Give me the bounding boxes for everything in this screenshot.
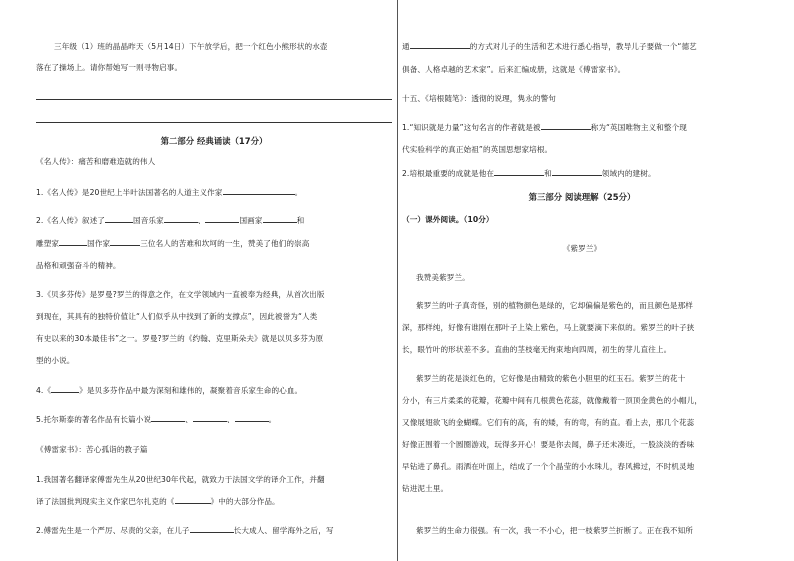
q2-text-c: 、 — [197, 216, 206, 225]
para-2-line-6: 钻进泥土里。 — [402, 484, 449, 493]
para-2-line-5: 早钻进了鼻孔。雨洒在叶面上，结成了一个个晶莹的小水珠儿，春风拂过，不时机灵地 — [402, 462, 695, 471]
blank-4[interactable] — [51, 383, 79, 393]
b1-text-a: 1.“知识就是力量”这句名言的作者就是被 — [402, 123, 541, 132]
b2-text-c: 领域内的建树。 — [601, 169, 656, 178]
blank-2a[interactable] — [105, 213, 133, 223]
intro-line-2: 落在了操场上。请你帮她写一则寻物启事。 — [36, 63, 183, 72]
part2-title: 第二部分 经典诵读（17分） — [160, 136, 268, 146]
question-2-line-2 — [36, 234, 392, 254]
q4-text-b: 》是贝多芬作品中最为深刻和雄伟的，凝聚着音乐家生命的心血。 — [79, 386, 303, 395]
question-2-line-3: 品格和顽强奋斗的精神。 — [36, 261, 121, 270]
question-3-line-4: 型的小说。 — [36, 356, 75, 365]
blank-f2[interactable] — [190, 523, 234, 533]
blank-b1[interactable] — [541, 120, 591, 130]
fu-question-1-line-1: 1.我国著名翻译家傅雷先生从20世纪30年代起，就致力于法国文学的译介工作，并翻 — [36, 475, 325, 484]
question-1 — [36, 183, 392, 203]
q2-text-a: 2.《名人传》叙述了 — [36, 216, 105, 225]
fu-continue-line-1 — [402, 37, 762, 57]
blank-r1[interactable] — [410, 39, 470, 49]
blank-5c[interactable] — [235, 412, 269, 422]
column-divider — [397, 0, 398, 561]
para-1-line-1: 紫罗兰的叶子真奇怪，别的植物颜色是绿的，它却偏偏是紫色的，而且颜色是那样 — [416, 301, 693, 310]
blank-2d[interactable] — [263, 213, 297, 223]
q5-end: 。 — [268, 415, 277, 424]
q2-text-f: 雕塑家 — [36, 239, 60, 248]
fulei-title: 《傅雷家书》：苦心孤诣的教子篇 — [36, 445, 148, 454]
question-2-line-1 — [36, 211, 392, 231]
q5-text-a: 5.托尔斯泰的著名作品有长篇小说 — [36, 415, 152, 424]
fu-continue-line-2: 俱备、人格卓越的艺术家”。后来汇编成册，这就是《傅雷家书》。 — [402, 65, 626, 74]
fu-question-2 — [36, 521, 392, 541]
r1-text-b: 的方式对儿子的生活和艺术进行悉心指导，教导儿子要做一个“德艺 — [469, 42, 697, 51]
question-1-end: 。 — [294, 188, 303, 197]
question-1-text: 1.《名人传》是20世纪上半叶法国著名的人道主义作家 — [36, 188, 223, 197]
question-3-line-1: 3.《贝多芬传》是罗曼?罗兰的得意之作，在文学领域内一直被奉为经典，从首次出版 — [36, 290, 325, 299]
q2-text-e: 和 — [296, 216, 305, 225]
q2-text-h: 三位名人的苦难和坎坷的一生，赞美了他们的崇高 — [140, 239, 310, 248]
section-fifteen: 十五、《培根随笔》：透彻的说理，隽永的警句 — [402, 94, 556, 103]
q5-text-c: 、 — [226, 415, 235, 424]
para-1-line-3: 长，眼竹叶的形状差不多。直曲的茎枝毫无拘束地向四周，初生的芽儿直往上。 — [402, 345, 672, 354]
poem-title: 《紫罗兰》 — [562, 244, 602, 253]
b2-text-b: 和 — [544, 169, 552, 178]
f2-text-a: 2.傅雷先生是一个严厉、尽责的父亲，在儿子 — [36, 526, 190, 535]
q2-text-b: 国音乐家 — [133, 216, 164, 225]
blank-f1[interactable] — [175, 494, 211, 504]
blank-5a[interactable] — [151, 412, 185, 422]
answer-line-2[interactable] — [36, 122, 392, 123]
mingren-title: 《名人传》：痛苦和磨难造就的伟人 — [36, 157, 156, 166]
fu-question-1-line-2 — [36, 492, 392, 512]
blank-5b[interactable] — [193, 412, 227, 422]
para-3-line-1: 紫罗兰的生命力很强。有一次，我一不小心，把一枝紫罗兰折断了。正在我不知所 — [416, 526, 693, 535]
q2-text-d: 国画家 — [239, 216, 263, 225]
para-2-line-4: 好像正围着一个圆圈游戏，玩得多开心！要是你去闻，鼻子还未凑近，一股淡淡的香味 — [402, 440, 695, 449]
blank-b2a[interactable] — [494, 166, 544, 176]
part3-title: 第三部分 阅读理解（25分） — [528, 192, 636, 202]
b1-text-b: 称为“英国唯物主义和整个现 — [590, 123, 687, 132]
bacon-question-2 — [402, 164, 762, 184]
f1-text-b: 》中的大部分作品。 — [210, 497, 280, 506]
blank-2b[interactable] — [164, 213, 198, 223]
b2-text-a: 2.培根最重要的成就是他在 — [402, 169, 495, 178]
para-0: 我赞美紫罗兰。 — [416, 273, 470, 282]
section-one-title: （一）课外阅读。（10分） — [402, 215, 494, 224]
bacon-question-1-line-1 — [402, 118, 762, 138]
q5-text-b: 、 — [185, 415, 193, 424]
para-2-line-2: 分小，有三片柔柔的花瓣，花瓣中间有几根黄色花蕊，就像戴着一顶顶金黄色的小帽儿， — [402, 396, 703, 405]
para-2-line-1: 紫罗兰的花是淡红色的，它好像是由精致的紫色小胆里的红玉石。紫罗兰的花十 — [416, 374, 686, 383]
blank-2e[interactable] — [59, 236, 87, 246]
question-3-line-3: 有史以来的30本最佳书”之一。罗曼?罗兰的《约翰、克里斯朵夫》就是以贝多芬为原 — [36, 334, 324, 343]
q4-text-a: 4.《 — [36, 386, 52, 395]
blank-2c[interactable] — [205, 213, 239, 223]
question-3-line-2: 到现在，其具有的独特价值让“人们似乎从中找到了新的支撑点”，因此被誉为“人类 — [36, 312, 318, 321]
bacon-question-1-line-2: 代实验科学的真正始祖”的英国思想家培根。 — [402, 145, 553, 154]
f1-text-a: 译了法国批判现实主义作家巴尔扎克的《 — [36, 497, 175, 506]
q2-text-g: 国作家 — [87, 239, 111, 248]
left-column — [36, 0, 392, 561]
question-4 — [36, 381, 392, 401]
r1-text-a: 通 — [402, 42, 410, 51]
f2-text-b: 长大成人、留学海外之后，写 — [233, 526, 334, 535]
blank-b2b[interactable] — [552, 166, 602, 176]
blank-1[interactable] — [223, 185, 295, 195]
intro-line-1: 三年级（1）班的晶晶昨天（5月14日）下午放学后，把一个红色小熊形状的水壶 — [54, 42, 328, 51]
blank-2f[interactable] — [110, 236, 140, 246]
right-column — [402, 0, 762, 561]
question-5 — [36, 410, 392, 430]
para-2-line-3: 又像展翅欲飞的金蝴蝶。它们有的高，有的矮，有的弯，有的直。看上去，那几个花蕊 — [402, 418, 695, 427]
para-1-line-2: 深，那样纯，好像有谁刚在那叶子上染上紫色，马上就要滴下来似的。紫罗兰的叶子狭 — [402, 323, 695, 332]
answer-line-1[interactable] — [36, 99, 392, 100]
